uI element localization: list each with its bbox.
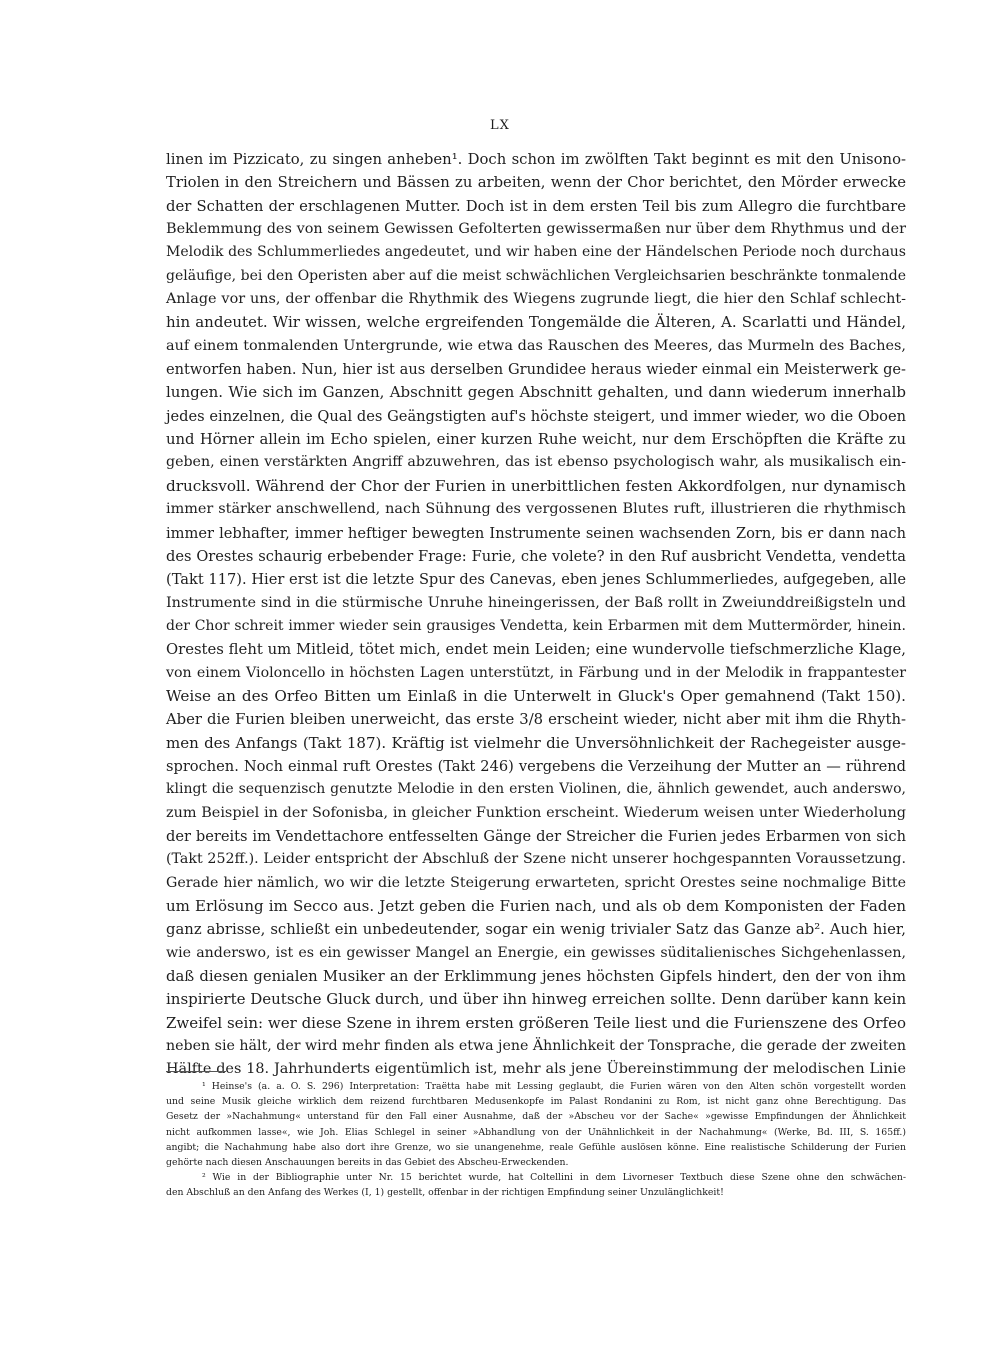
body-line: Melodik des Schlummerliedes angedeutet, und wir haben eine der Händelschen Periode noch durchaus [166,244,906,261]
footnote-line: den Abschluß an den Anfang des Werkes (I, 1) gestellt, offenbar in der richtigen Empfindung seiner Unzulänglichkeit! [166,1187,724,1199]
body-line: men des Anfangs (Takt 187). Kräftig ist vielmehr die Unversöhnlichkeit der Rachegeister ausge- [166,733,906,752]
body-line: auf einem tonmalenden Untergrunde, wie etwa das Rauschen des Meeres, das Murmeln des Baches, [166,337,906,354]
body-line: Zweifel sein: wer diese Szene in ihrem ersten größeren Teile liest und die Furienszene des Orfeo [166,1013,906,1032]
footnote-line: und seine Musik gleiche wirklich dem reizend furchtbaren Medusenkopfe im Palast Rondanini zu Rom, ist nicht ganz ohne Berechtigung. Das [166,1096,906,1108]
body-line: jedes einzelnen, die Qual des Geängstigten auf's höchste steigert, und immer wieder, wo die Oboen [166,407,906,425]
body-line: linen im Pizzicato, zu singen anheben¹. Doch schon im zwölften Takt beginnt es mit den Unisono- [166,151,906,168]
footnote-line: Gesetz der »Nachahmung« unterstand für den Fall einer Ausnahme, daß der »Abscheu vor der Sache« »gewisse Empfindungen der Ähnlichkeit [166,1111,906,1123]
body-line: Triolen in den Streichern und Bässen zu arbeiten, wenn der Chor berichtet, den Mörder erwecke [166,174,906,192]
footnote-line: ² Wie in der Bibliographie unter Nr. 15 berichtet wurde, hat Coltellini in dem Livorneser Textbuch diese Szene ohne den schwächen- [202,1172,906,1184]
body-line: immer lebhafter, immer heftiger bewegten Instrumente seinen wachsenden Zorn, bis er dann nach [166,524,906,542]
body-line: Instrumente sind in die stürmische Unruhe hineingerissen, der Baß rollt in Zweiunddreißigsteln und [166,594,906,611]
body-line: Gerade hier nämlich, wo wir die letzte Steigerung erwarteten, spricht Orestes seine nochmalige Bitte [166,874,906,891]
body-line: und Hörner allein im Echo spielen, einer kurzen Ruhe weicht, nur dem Erschöpften die Kräfte zu [166,431,906,449]
body-line: der Schatten der erschlagenen Mutter. Doch ist in dem ersten Teil bis zum Allegro die furchtbare [166,197,906,215]
body-line: ganz abrisse, schließt ein unbedeutender, sogar ein wenig trivialer Satz das Ganze ab². Auch hier, [166,921,906,939]
footnote-divider [166,1071,226,1072]
body-line: zum Beispiel in der Sofonisba, in gleicher Funktion erscheint. Wiederum weisen unter Wiederholung [166,804,906,821]
body-line: daß diesen genialen Musiker an der Erklimmung jenes höchsten Gipfels hindert, den der von ihm [166,968,906,986]
body-line: um Erlösung im Secco aus. Jetzt geben die Furien nach, und als ob dem Komponisten der Faden [166,897,906,915]
body-line: geläufige, bei den Operisten aber auf die meist schwächlichen Vergleichsarien beschränkte tonmalende [166,267,906,284]
body-line: Anlage vor uns, der offenbar die Rhythmik des Wiegens zugrunde liegt, die hier den Schlaf schlecht- [166,291,906,308]
body-line: wie anderswo, ist es ein gewisser Mangel an Energie, ein gewisses süditalienisches Sichgehenlassen, [166,944,906,961]
body-line: Orestes fleht um Mitleid, tötet mich, endet mein Leiden; eine wundervolle tiefschmerzliche Klage, [166,641,906,659]
body-line: entworfen haben. Nun, hier ist aus derselben Grundidee heraus wieder einmal ein Meisterwerk ge- [166,361,906,379]
body-line: Aber die Furien bleiben unerweicht, das erste 3/8 erscheint wieder, nicht aber mit ihm die Rhyth- [166,711,906,729]
body-line: Hälfte des 18. Jahrhunderts eigentümlich ist, mehr als jene Übereinstimmung der melodischen Linie [166,1061,906,1078]
body-line: neben sie hält, der wird mehr finden als etwa jene Ähnlichkeit der Tonsprache, die gerade der zweiten [166,1038,907,1055]
footnote-line: ¹ Heinse's (a. a. O. S. 296) Interpretation: Traëtta habe mit Lessing geglaubt, die Furien wären von den Alten schön vorgestellt worden [202,1081,906,1092]
body-text [166,148,906,1082]
body-line: geben, einen verstärkten Angriff abzuwehren, das ist ebenso psychologisch wahr, als musikalisch ein- [166,454,906,471]
body-line: der bereits im Vendettachore entfesselten Gänge der Streicher die Furien jedes Erbarmen von sich [166,827,906,845]
footnote-line: nicht aufkommen lasse«, wie Joh. Elias Schlegel in seiner »Abhandlung von der Unähnlichkeit in der Nachahmung« (Werke, Bd. III, S. 165ff.) [166,1126,906,1138]
body-line: immer stärker anschwellend, nach Sühnung des vergossenen Blutes ruft, illustrieren die rhythmisch [166,501,906,518]
footnotes [166,1079,906,1201]
page-number: LX [490,118,510,133]
body-line: klingt die sequenzisch genutzte Melodie in den ersten Violinen, die, ähnlich gewendet, auch anderswo, [166,781,906,798]
body-line: Beklemmung des von seinem Gewissen Gefolterten gewissermaßen nur über dem Rhythmus und der [166,221,906,238]
body-line: sprochen. Noch einmal ruft Orestes (Takt 246) vergebens die Verzeihung der Mutter an — rührend [166,757,906,775]
body-line: Weise an des Orfeo Bitten um Einlaß in die Unterwelt in Gluck's Oper gemahnend (Takt 150). [166,686,906,705]
body-line: drucksvoll. Während der Chor der Furien in unerbittlichen festen Akkordfolgen, nur dynamisch [166,476,906,495]
body-line: lungen. Wie sich im Ganzen, Abschnitt gegen Abschnitt gehalten, und dann wiederum innerhalb [166,383,906,402]
footnote-line: gehörte nach diesen Anschauungen bereits in das Gebiet des Abscheu-Erweckenden. [166,1156,569,1168]
body-line: (Takt 117). Hier erst ist die letzte Spur des Canevas, eben jenes Schlummerliedes, aufgegeben, alle [166,571,906,589]
body-line: der Chor schreit immer wieder sein grausiges Vendetta, kein Erbarmen mit dem Muttermörder, hinein. [166,617,906,634]
body-line: hin andeutet. Wir wissen, welche ergreifenden Tongemälde die Älteren, A. Scarlatti und Händel, [166,313,906,332]
footnote-line: angibt; die Nachahmung habe also dort ihre Grenze, wo sie unangenehme, reale Gefühle auslösen könne. Eine realistische Schilderung der Furien [166,1141,906,1153]
body-line: von einem Violoncello in höchsten Lagen unterstützt, in Färbung und in der Melodik in frappantester [166,664,906,681]
body-line: des Orestes schaurig erbebender Frage: Furie, che volete? in den Ruf ausbricht Vendetta, vendetta [166,547,906,565]
body-line: (Takt 252ff.). Leider entspricht der Abschluß der Szene nicht unserer hochgespannten Voraussetzung. [166,851,906,868]
body-line: inspirierte Deutsche Gluck durch, und über ihn hinweg erreichen sollte. Denn darüber kann kein [166,990,907,1009]
